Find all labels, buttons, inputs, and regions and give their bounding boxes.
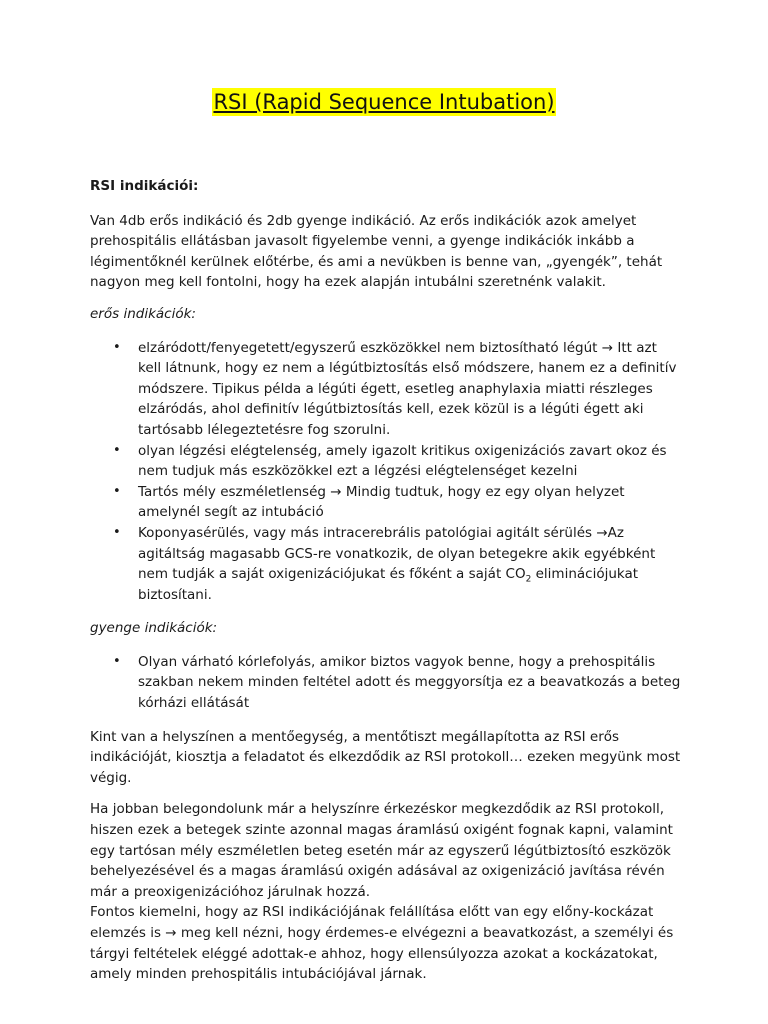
strong-indications-list — [90, 338, 682, 606]
weak-indications-list — [90, 652, 682, 714]
subscript-two: 2 — [525, 574, 532, 585]
body-paragraph: Fontos kiemelni, hogy az RSI indikációjának felállítása előtt van egy előny-kockázat elemzés is → meg kell nézni, hogy érdemes-e elvégezni a beavatkozást, a személyi és tárgyi feltételek eléggé adottak-e ahhoz, hogy ellensúlyozza azokat a kockázatokat, amely minden prehospitális intubációjával járnak. — [90, 904, 674, 983]
list-item-text: Olyan várható kórlefolyás, amikor biztos vagyok benne, hogy a prehospitális szakban nekem minden feltétel adott és meggyorsítja ez a beavatkozás a beteg kórházi ellátását — [138, 653, 681, 712]
strong-indications-label: erős indikációk: — [90, 305, 196, 322]
list-item — [90, 338, 682, 441]
list-item-text — [138, 525, 655, 603]
bullet-icon: • — [113, 442, 121, 458]
document-body — [90, 176, 682, 996]
list-item — [90, 482, 682, 523]
intro-paragraph: Van 4db erős indikáció és 2db gyenge indikáció. Az erős indikációk azok amelyet prehospitális ellátásban javasolt figyelembe venni, a gyenge indikációk inkább a légimentőknél kerülnek előtérbe, és ami a nevükben is benne van, „gyengék”, tehát nagyon meg kell fontolni, hogy ha ezek alapján intubálni szeretnénk valakit. — [90, 212, 663, 291]
body-paragraph: Ha jobban belegondolunk már a helyszínre érkezéskor megkezdődik az RSI protokoll, hiszen ezek a betegek szinte azonnal magas áramlású oxigént fognak kapni, valamint egy tartósan mély eszméletlen beteg esetén már az egyszerű légútbiztosító eszközök behelyezésével és a magas áramlású oxigén adásával az oxigenizáció javítása révén már a preoxigenizációhoz járulnak hozzá. — [90, 801, 673, 900]
weak-indications-label: gyenge indikációk: — [90, 620, 218, 637]
body-paragraph: Kint van a helyszínen a mentőegység, a mentőtiszt megállapította az RSI erős indikációját, kiosztja a feladatot és elkezdődik az RSI protokoll… ezeken megyünk most végig. — [90, 728, 681, 786]
list-item — [90, 523, 682, 605]
bullet-icon: • — [113, 483, 121, 499]
bullet-icon: • — [113, 339, 121, 355]
bullet-icon: • — [113, 524, 121, 540]
section-heading: RSI indikációi: — [90, 178, 199, 194]
list-item-text: olyan légzési elégtelenség, amely igazolt kritikus oxigenizációs zavart okoz és nem tudjuk más eszközökkel ezt a légzési elégtelenséget kezelni — [138, 442, 667, 480]
list-item-text: Tartós mély eszméletlenség → Mindig tudtuk, hogy ez egy olyan helyzet amelynél segít az intubáció — [138, 483, 625, 521]
list-item-text: elzáródott/fenyegetett/egyszerű eszközökkel nem biztosítható légút → Itt azt kell látnunk, hogy ez nem a légútbiztosítás első módszere, hanem ez a definitív módszere. Tipikus példa a légúti égett, esetleg anaphylaxia miatti részleges elzáródás, ahol definitív légútbiztosítás kell, ezek közül is a légúti égett aki tartósabb lélegeztetésre fog szorulni. — [138, 339, 677, 438]
list-item — [90, 652, 682, 714]
document-title: RSI (Rapid Sequence Intubation) — [213, 90, 555, 114]
list-item — [90, 441, 682, 482]
list-item-text-part: Koponyasérülés, vagy más intracerebrális patológiai agitált sérülés →Az agitáltság magasabb GCS-re vonatkozik, de olyan betegekre akik egyébként nem tudják a saját oxigenizációjukat és főként a saját CO — [138, 524, 656, 583]
title-block — [0, 88, 768, 116]
bullet-icon: • — [113, 653, 121, 669]
list-item-text-part: eliminációjukat biztosítani. — [138, 566, 639, 603]
